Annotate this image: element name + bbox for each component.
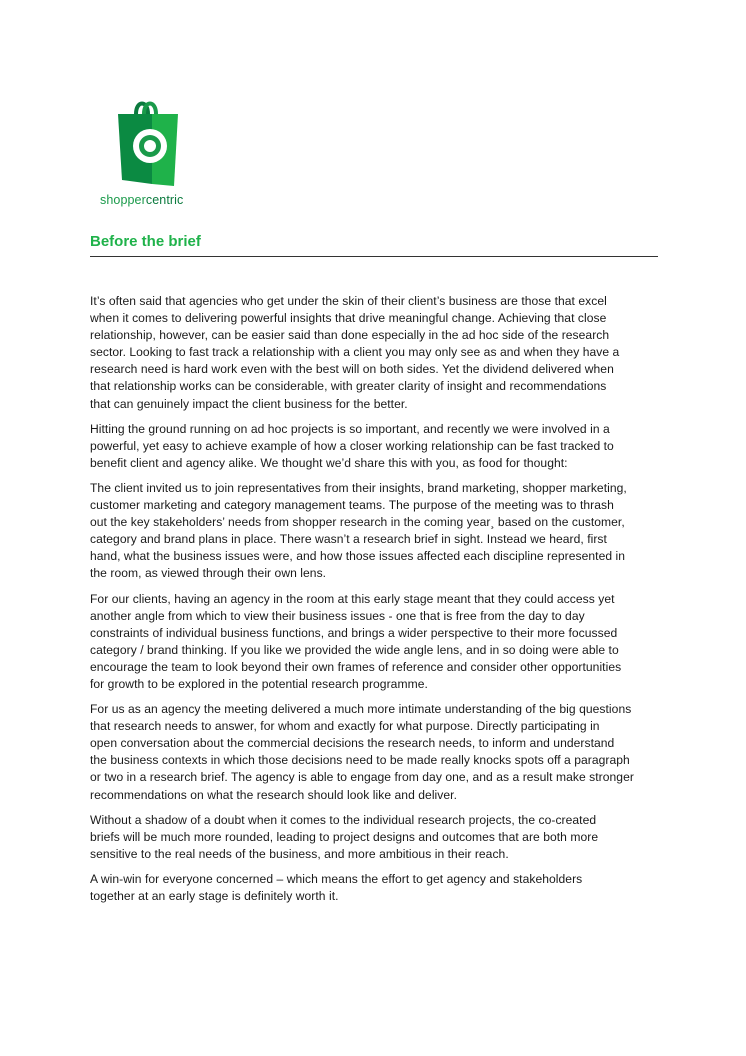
paragraph bbox=[90, 701, 670, 804]
shopping-bag-target-icon bbox=[112, 98, 182, 190]
paragraph-line: another angle from which to view their business issues - one that is free from the day to day bbox=[90, 608, 585, 623]
paragraph-line: or two in a research brief. The agency is able to engage from day one, and as a result make stronger bbox=[90, 770, 634, 785]
paragraph-line: benefit client and agency alike. We thought we’d share this with you, as food for thought: bbox=[90, 455, 568, 470]
paragraph-line: when it comes to delivering powerful insights that drive meaningful change. Achieving that close bbox=[90, 311, 607, 326]
paragraph-line: Hitting the ground running on ad hoc projects is so important, and recently we were involved in a bbox=[90, 421, 610, 436]
paragraph-line: recommendations on what the research should look like and deliver. bbox=[90, 787, 457, 802]
paragraph-line: encourage the team to look beyond their own frames of reference and consider other opportunities bbox=[90, 659, 622, 674]
paragraph-line: constraints of individual business functions, and brings a wider perspective to their more focussed bbox=[90, 625, 618, 640]
brand-name-part1: shopper bbox=[100, 193, 146, 207]
paragraph-line: open conversation about the commercial decisions the research needs, to inform and understand bbox=[90, 736, 615, 751]
shoppercentric-logo bbox=[100, 98, 200, 190]
paragraph-line: category / brand thinking. If you like we provided the wide angle lens, and in so doing were able to bbox=[90, 642, 619, 657]
paragraph-line: that can genuinely impact the client business for the better. bbox=[90, 396, 408, 411]
paragraph-line: hand, what the business issues were, and how those issues affected each discipline represented in bbox=[90, 549, 626, 564]
paragraph-line: The client invited us to join representatives from their insights, brand marketing, shopper marketing, bbox=[90, 480, 627, 495]
paragraph-line: For our clients, having an agency in the room at this early stage meant that they could access yet bbox=[90, 591, 615, 606]
paragraph-line: relationship, however, can be easier said than done especially in the ad hoc side of the research bbox=[90, 328, 610, 343]
paragraph-line: that research needs to answer, for whom and exactly for what purpose. Directly participating in bbox=[90, 719, 600, 734]
paragraph-line: category and brand plans in place. There wasn’t a research brief in sight. Instead we heard, first bbox=[90, 532, 607, 547]
paragraph-line: together at an early stage is definitely worth it. bbox=[90, 889, 339, 903]
paragraph bbox=[90, 591, 670, 694]
paragraph-line: Without a shadow of a doubt when it comes to the individual research projects, the co-created bbox=[90, 812, 597, 827]
page-title: Before the brief bbox=[90, 233, 201, 250]
paragraph-line: the business contexts in which those decisions need to be made really knocks spots off a paragraph bbox=[90, 753, 630, 768]
paragraph bbox=[90, 421, 670, 472]
paragraph bbox=[90, 293, 670, 413]
paragraph-line: research need is hard work even with the best will on both sides. Yet the dividend delivered when bbox=[90, 362, 614, 377]
paragraph-line: customer marketing and category management teams. The purpose of the meeting was to thrash bbox=[90, 498, 614, 513]
paragraph bbox=[90, 871, 670, 905]
article-body bbox=[90, 293, 670, 913]
paragraph-line: A win-win for everyone concerned – which means the effort to get agency and stakeholders bbox=[90, 871, 583, 886]
paragraph-line: briefs will be much more rounded, leading to project designs and outcomes that are both more bbox=[90, 829, 599, 844]
paragraph bbox=[90, 812, 670, 863]
paragraph-line: For us as an agency the meeting delivered a much more intimate understanding of the big questions bbox=[90, 702, 632, 717]
paragraph-line: sensitive to the real needs of the business, and more ambitious in their reach. bbox=[90, 846, 509, 861]
title-underline bbox=[90, 256, 658, 257]
paragraph-line: sector. Looking to fast track a relationship with a client you may only see as and when they have a bbox=[90, 345, 620, 360]
paragraph-line: powerful, yet easy to achieve example of how a closer working relationship can be fast tracked to bbox=[90, 438, 614, 453]
paragraph-line: It’s often said that agencies who get under the skin of their client’s business are those that excel bbox=[90, 294, 607, 308]
paragraph bbox=[90, 480, 670, 583]
paragraph-line: for growth to be explored in the potential research programme. bbox=[90, 676, 428, 691]
paragraph-line: the room, as viewed through their own lens. bbox=[90, 566, 327, 581]
brand-name-part2: centric bbox=[145, 193, 184, 207]
paragraph-line: that relationship works can be considerable, with greater clarity of insight and recommendations bbox=[90, 379, 607, 394]
paragraph-line: out the key stakeholders’ needs from shopper research in the coming year¸ based on the customer, bbox=[90, 515, 625, 530]
brand-wordmark bbox=[100, 193, 183, 207]
